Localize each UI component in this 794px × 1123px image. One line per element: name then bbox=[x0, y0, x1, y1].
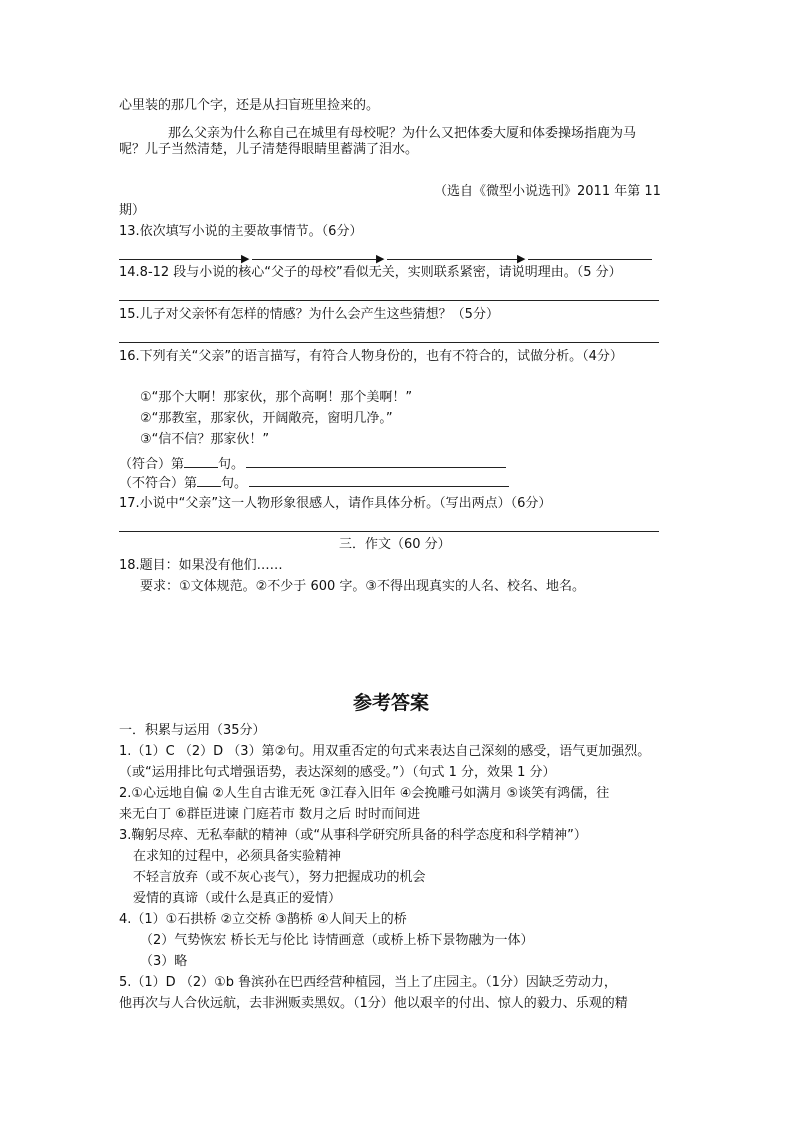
answer-line bbox=[119, 342, 659, 343]
question-18: 18.题目：如果没有他们…… bbox=[119, 558, 283, 573]
answer-4: （3）略 bbox=[140, 954, 188, 969]
answer-5: 5.（1）D （2）①b 鲁滨孙在巴西经营种植园，当上了庄园主。（1分）因缺乏劳动力， bbox=[119, 975, 617, 990]
source-citation: （选自《微型小说选刊》2011 年第 11 bbox=[434, 184, 661, 199]
answers-section: 一．积累与运用（35分） bbox=[119, 723, 266, 738]
fit-answer-row: （符合）第 句。 bbox=[119, 455, 506, 474]
answer-2: 2.①心远地自偏 ②人生自古谁无死 ③江春入旧年 ④会挽雕弓如满月 ⑤谈笑有鸿儒，往 bbox=[119, 786, 610, 801]
answer-4: 4.（1）①石拱桥 ②立交桥 ③鹊桥 ④人间天上的桥 bbox=[119, 912, 407, 927]
answer-line bbox=[119, 531, 659, 532]
section-heading: 三．作文（60 分） bbox=[339, 537, 451, 552]
question-17: 17.小说中“父亲”这一人物形象很感人，请作具体分析。（写出两点）（6分） bbox=[119, 496, 552, 511]
story-line: 呢？儿子当然清楚，儿子清楚得眼睛里蓄满了泪水。 bbox=[119, 142, 419, 157]
document-page: 心里装的那几个字，还是从扫盲班里捡来的。 那么父亲为什么称自己在城里有母校呢？为什么又把体委大厦和体委操场指鹿为马 呢？儿子当然清楚，儿子清楚得眼睛里蓄满了泪水。 （选自《微型小说选刊》2011 年第 11 期） 13.依次填写小说的主要故事情节。（6分） ▶ ▶ ▶ 14.8-12 段与小说的核心“父子的母校”看似无关，实则联系紧密，请说明理由。（5 分） 15.儿子对父亲怀有怎样的情感？为什么会产生这些猜想？（5分） 16.下列有关“父亲”的语言描写，有符合人物身份的，也有不符合的，试做分析。（4分） ①“那个大啊！那家伙，那个高啊！那个美啊！” ②“那教室，那家伙，开阔敞亮，窗明几净。” ③“信不信？那家伙！” （符合）第 句。 （不符合）第 句。 17.小说中“父亲”这一人物形象很感人，请作具体分析。（写出两点）（6分） 三．作文（60 分） 18.题目：如果没有他们…… 要求：①文体规范。②不少于 600 字。③不得出现真实的人名、校名、地名。 参考答案 一．积累与运用（35分） 1.（1）C （2）D （3）第②句。用双重否定的句式来表达自己深刻的感受，语气更加强烈。 （或“运用排比句式增强语势，表达深刻的感受。”）（句式 1 分，效果 1 分） 2.①心远地自偏 ②人生自古谁无死 ③江春入旧年 ④会挽雕弓如满月 ⑤谈笑有鸿儒，往 来无白丁 ⑥群臣进谏 门庭若市 数月之后 时时而间进 3.鞠躬尽瘁、无私奉献的精神（或“从事科学研究所具备的科学态度和科学精神”） 在求知的过程中，必须具备实验精神 不轻言放弃（或不灰心丧气），努力把握成功的机会 爱情的真谛（或什么是真正的爱情） 4.（1）①石拱桥 ②立交桥 ③鹊桥 ④人间天上的桥 （2）气势恢宏 桥长无与伦比 诗情画意（或桥上桥下景物融为一体） （3）略 5.（1）D （2）①b 鲁滨孙在巴西经营种植园，当上了庄园主。（1分）因缺乏劳动力， 他再次与人合伙远航，去非洲贩卖黑奴。（1分）他以艰辛的付出、惊人的毅力、乐观的精 bbox=[119, 98, 661, 1011]
answer-3: 爱情的真谛（或什么是真正的爱情） bbox=[133, 891, 342, 906]
answer-5: 他再次与人合伙远航，去非洲贩卖黑奴。（1分）他以艰辛的付出、惊人的毅力、乐观的精 bbox=[119, 996, 628, 1011]
question-15: 15.儿子对父亲怀有怎样的情感？为什么会产生这些猜想？（5分） bbox=[119, 307, 499, 322]
quote-option: ③“信不信？那家伙！” bbox=[140, 432, 270, 447]
answers-title: 参考答案 bbox=[353, 692, 430, 714]
source-citation: 期） bbox=[119, 203, 146, 218]
answer-1: 1.（1）C （2）D （3）第②句。用双重否定的句式来表达自己深刻的感受，语气更加强烈。 bbox=[119, 744, 651, 759]
question-16: 16.下列有关“父亲”的语言描写，有符合人物身份的，也有不符合的，试做分析。（4分） bbox=[119, 349, 623, 364]
question-13: 13.依次填写小说的主要故事情节。（6分） bbox=[119, 224, 363, 239]
answer-3: 不轻言放弃（或不灰心丧气），努力把握成功的机会 bbox=[133, 870, 426, 885]
story-line: 那么父亲为什么称自己在城里有母校呢？为什么又把体委大厦和体委操场指鹿为马 bbox=[168, 126, 637, 141]
answer-3: 3.鞠躬尽瘁、无私奉献的精神（或“从事科学研究所具备的科学态度和科学精神”） bbox=[119, 828, 587, 843]
question-14: 14.8-12 段与小说的核心“父子的母校”看似无关，实则联系紧密，请说明理由。（5 分） bbox=[119, 265, 622, 280]
answer-3: 在求知的过程中，必须具备实验精神 bbox=[133, 849, 342, 864]
answer-1: （或“运用排比句式增强语势，表达深刻的感受。”）（句式 1 分，效果 1 分） bbox=[119, 765, 556, 780]
answer-line bbox=[119, 300, 659, 301]
answer-4: （2）气势恢宏 桥长无与伦比 诗情画意（或桥上桥下景物融为一体） bbox=[140, 933, 534, 948]
composition-requirements: 要求：①文体规范。②不少于 600 字。③不得出现真实的人名、校名、地名。 bbox=[140, 579, 586, 594]
quote-option: ②“那教室，那家伙，开阔敞亮，窗明几净。” bbox=[140, 411, 393, 426]
unfit-answer-row: （不符合）第 句。 bbox=[119, 474, 509, 493]
quote-option: ①“那个大啊！那家伙，那个高啊！那个美啊！” bbox=[140, 390, 413, 405]
story-line: 心里装的那几个字，还是从扫盲班里捡来的。 bbox=[119, 98, 380, 113]
answer-2: 来无白丁 ⑥群臣进谏 门庭若市 数月之后 时时而间进 bbox=[119, 807, 421, 822]
